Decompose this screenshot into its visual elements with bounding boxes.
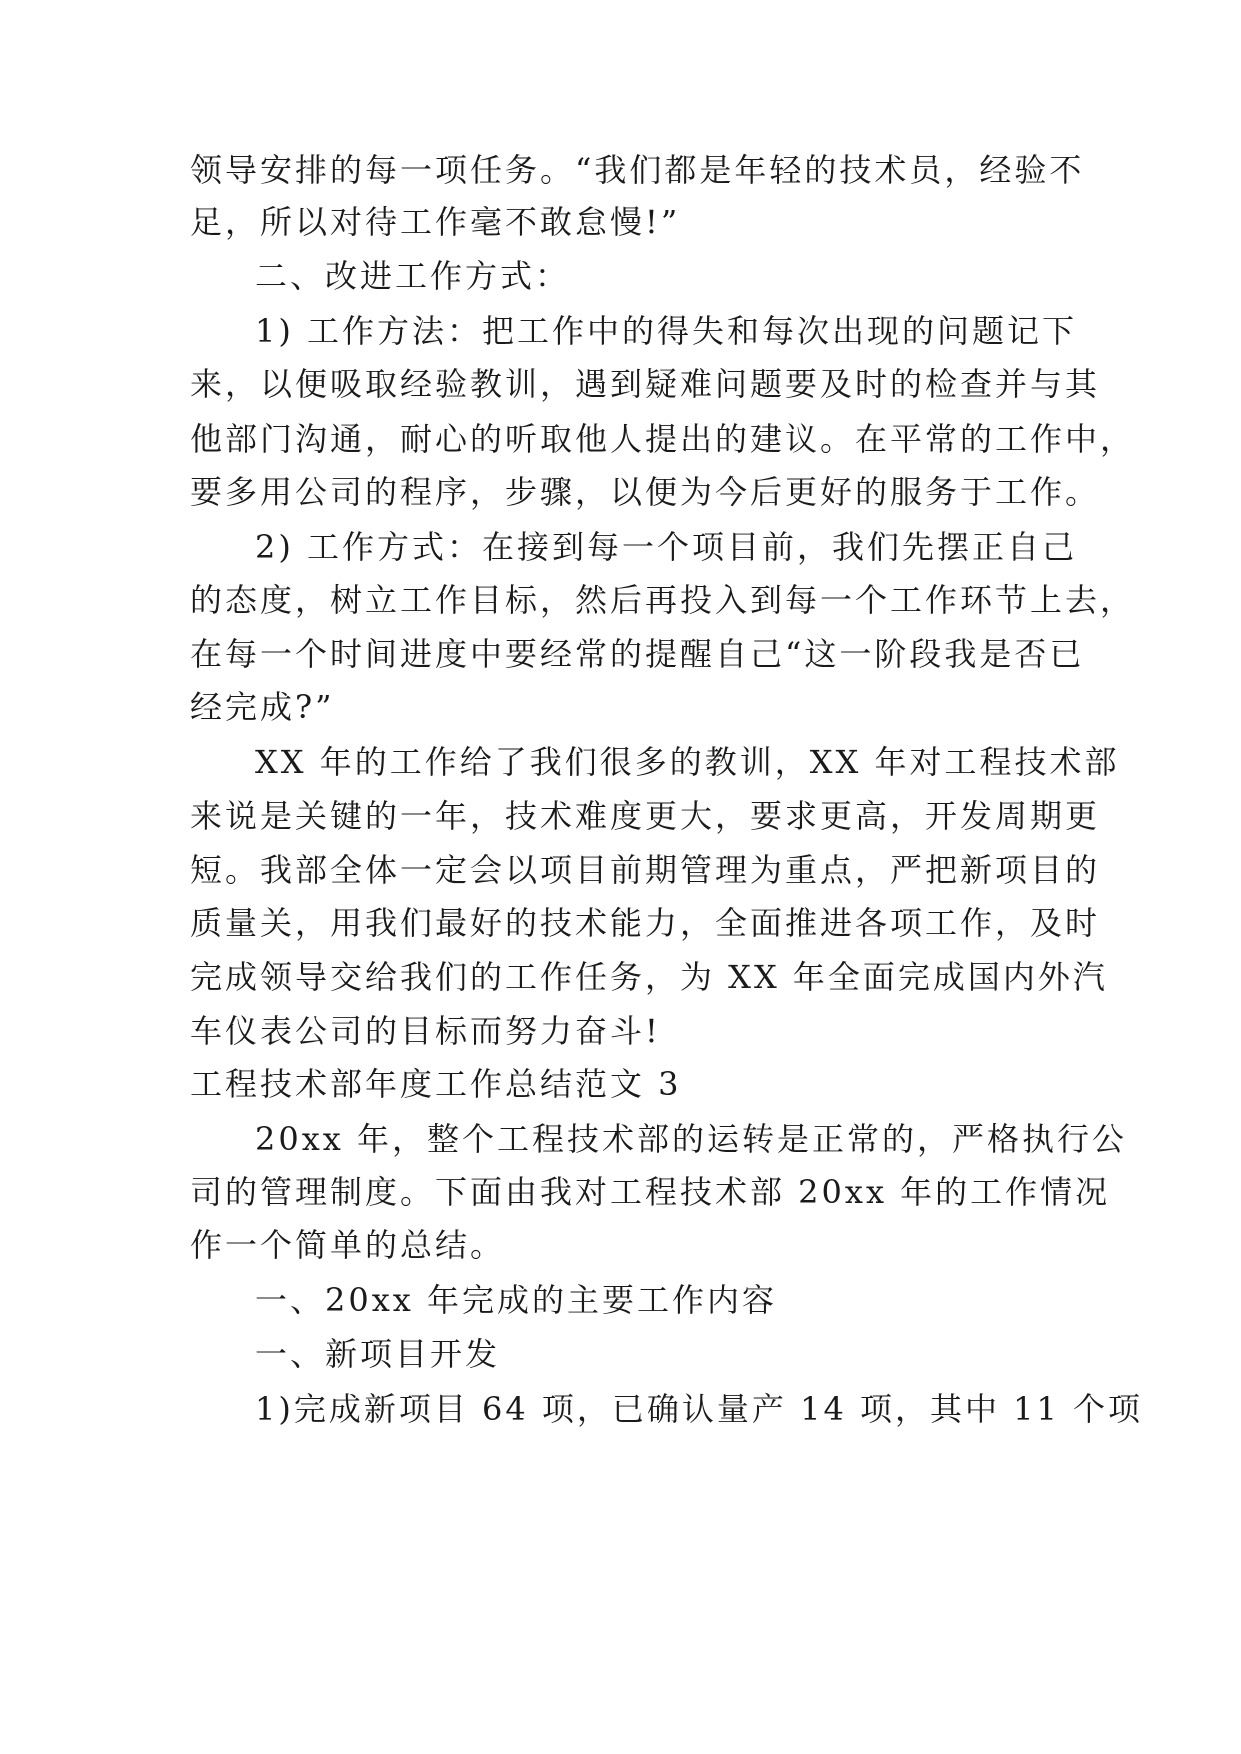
text-line: 他部门沟通，耐心的听取他人提出的建议。在平常的工作中， bbox=[190, 420, 1136, 458]
paragraph-start: 20xx 年，整个工程技术部的运转是正常的，严格执行公 bbox=[255, 1120, 1127, 1158]
text-line: 足，所以对待工作毫不敢怠慢!” bbox=[190, 203, 681, 241]
list-item: 1) 工作方法：把工作中的得失和每次出现的问题记下 bbox=[255, 312, 1078, 350]
section-heading: 二、改进工作方式： bbox=[255, 257, 571, 295]
text-line: 作一个简单的总结。 bbox=[190, 1226, 506, 1264]
section-heading: 一、新项目开发 bbox=[255, 1335, 501, 1373]
paragraph-start: XX 年的工作给了我们很多的教训，XX 年对工程技术部 bbox=[255, 743, 1120, 781]
text-line: 经完成?” bbox=[190, 688, 335, 726]
text-line: 来，以便吸取经验教训，遇到疑难问题要及时的检查并与其 bbox=[190, 365, 1101, 403]
text-line: 短。我部全体一定会以项目前期管理为重点，严把新项目的 bbox=[190, 851, 1101, 889]
text-line: 的态度，树立工作目标，然后再投入到每一个工作环节上去， bbox=[190, 581, 1136, 619]
list-item: 1)完成新项目 64 项，已确认量产 14 项，其中 11 个项 bbox=[255, 1390, 1144, 1428]
article-title: 工程技术部年度工作总结范文 3 bbox=[190, 1065, 682, 1103]
list-item: 2) 工作方式：在接到每一个项目前，我们先摆正自己 bbox=[255, 528, 1078, 566]
text-line: 要多用公司的程序，步骤，以便为今后更好的服务于工作。 bbox=[190, 473, 1101, 511]
text-line: 来说是关键的一年，技术难度更大，要求更高，开发周期更 bbox=[190, 797, 1101, 835]
text-line: 车仪表公司的目标而努力奋斗! bbox=[190, 1012, 661, 1050]
text-line: 完成领导交给我们的工作任务，为 XX 年全面完成国内外汽 bbox=[190, 958, 1108, 996]
text-line: 在每一个时间进度中要经常的提醒自己“这一阶段我是否已 bbox=[190, 635, 1085, 673]
text-line: 领导安排的每一项任务。“我们都是年轻的技术员，经验不 bbox=[190, 151, 1085, 189]
text-line: 司的管理制度。下面由我对工程技术部 20xx 年的工作情况 bbox=[190, 1173, 1111, 1211]
text-line: 质量关，用我们最好的技术能力，全面推进各项工作，及时 bbox=[190, 904, 1101, 942]
section-heading: 一、20xx 年完成的主要工作内容 bbox=[255, 1281, 777, 1319]
